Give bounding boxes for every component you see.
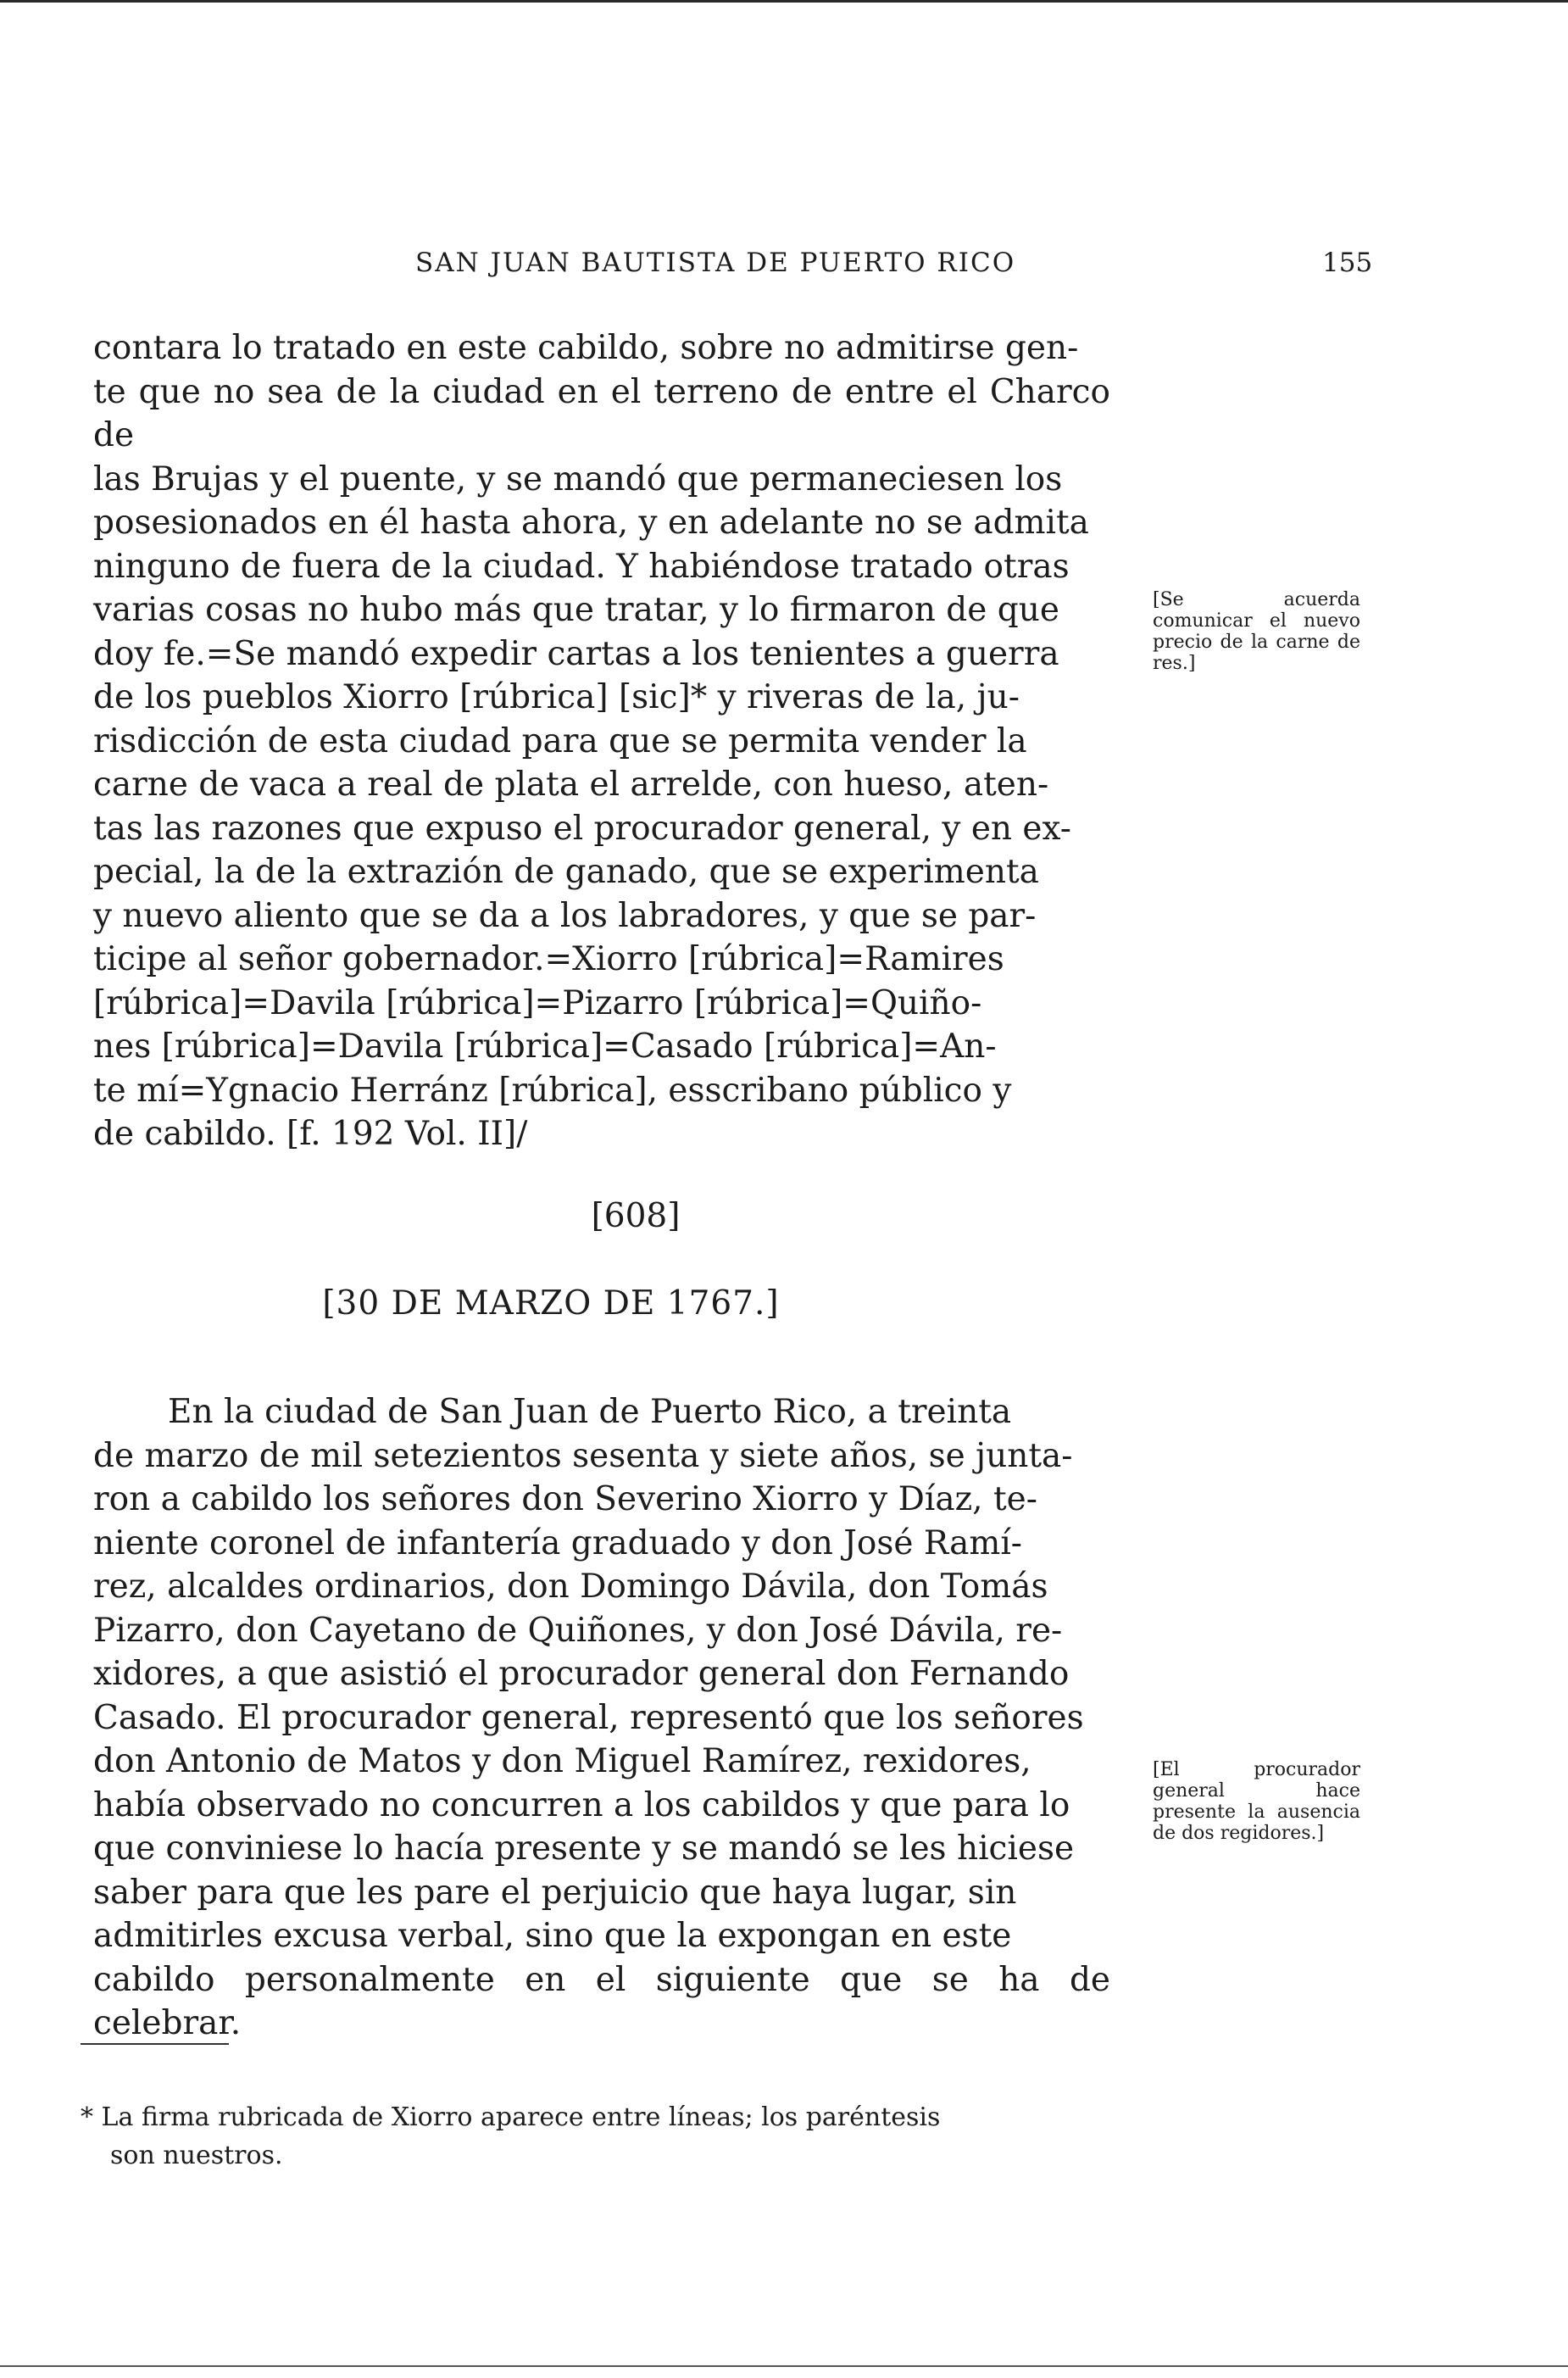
text-line: te mí=Ygnacio Herránz [rúbrica], esscribano público y xyxy=(93,1071,1012,1110)
text-line: [rúbrica]=Davila [rúbrica]=Pizarro [rúbrica]=Quiño- xyxy=(93,983,982,1022)
text-line: había observado no concurren a los cabildos y que para lo xyxy=(93,1785,1070,1824)
text-line: Pizarro, don Cayetano de Quiñones, y don José Dávila, re- xyxy=(93,1611,1063,1650)
text-line: cabildo personalmente en el siguiente que se ha de celebrar. xyxy=(93,1960,1110,2042)
text-line: ninguno de fuera de la ciudad. Y habiéndose tratado otras xyxy=(93,547,1070,586)
text-line: de marzo de mil setezientos sesenta y siete años, se junta- xyxy=(93,1436,1073,1475)
text-line: que conviniese lo hacía presente y se mandó se les hiciese xyxy=(93,1829,1075,1868)
text-line: admitirles excusa verbal, sino que la expongan en este xyxy=(93,1917,1012,1955)
text-line: nes [rúbrica]=Davila [rúbrica]=Casado [rúbrica]=An- xyxy=(93,1027,997,1066)
text-line: de los pueblos Xiorro [rúbrica] [sic]* y riveras de la, ju- xyxy=(93,678,1020,716)
text-line: las Brujas y el puente, y se mandó que permaneciesen los xyxy=(93,459,1063,498)
text-line: don Antonio de Matos y don Miguel Ramírez, rexidores, xyxy=(93,1742,1031,1780)
text-line: de cabildo. [f. 192 Vol. II]/ xyxy=(93,1115,528,1153)
text-line: doy fe.=Se mandó expedir cartas a los tenientes a guerra xyxy=(93,634,1059,673)
text-line: saber para que les pare el perjuicio que haya lugar, sin xyxy=(93,1873,1017,1912)
text-line: varias cosas no hubo más que tratar, y lo firmaron de que xyxy=(93,591,1059,629)
text-line: carne de vaca a real de plata el arrelde, con hueso, aten- xyxy=(93,766,1049,804)
document-date: [30 DE MARZO DE 1767.] xyxy=(322,1284,780,1323)
footnote xyxy=(81,2098,1098,2175)
text-line: ticipe al señor gobernador.=Xiorro [rúbrica]=Ramires xyxy=(93,940,1004,978)
text-line: xidores, a que asistió el procurador general don Fernando xyxy=(93,1655,1070,1693)
footnote-line xyxy=(81,2136,1098,2175)
margin-note-price: [Se acuerda comunicar el nuevo precio de la carne de res.] xyxy=(1153,589,1360,674)
text-line: te que no sea de la ciudad en el terreno de entre el Charco de xyxy=(93,372,1110,454)
footnote-line-text: son nuestros. xyxy=(110,2141,283,2170)
margin-note-absence: [El procurador general hace presente la ausencia de dos regidores.] xyxy=(1153,1759,1360,1844)
footnote-divider xyxy=(81,2043,229,2045)
text-line: En la ciudad de San Juan de Puerto Rico, a treinta xyxy=(168,1393,1012,1431)
page-number: 155 xyxy=(1322,248,1373,278)
text-line: Casado. El procurador general, representó que los señores xyxy=(93,1698,1084,1737)
footnote-line: * La firma rubricada de Xiorro aparece entre líneas; los paréntesis xyxy=(81,2102,941,2132)
running-title: SAN JUAN BAUTISTA DE PUERTO RICO xyxy=(415,248,1016,278)
text-line: rez, alcaldes ordinarios, don Domingo Dávila, don Tomás xyxy=(93,1568,1048,1606)
top-rule xyxy=(0,0,1568,3)
paragraph-minutes xyxy=(93,1390,1110,2046)
text-line: niente coronel de infantería graduado y don José Ramí- xyxy=(93,1523,1022,1562)
bottom-rule xyxy=(0,2365,1568,2367)
paragraph-continuation xyxy=(93,326,1110,1156)
text-line: tas las razones que expuso el procurador general, y en ex- xyxy=(93,809,1071,848)
text-line: posesionados en él hasta ahora, y en adelante no se admita xyxy=(93,504,1089,542)
text-line: risdicción de esta ciudad para que se permita vender la xyxy=(93,721,1027,760)
page-header xyxy=(0,248,1568,281)
document-number: [608] xyxy=(591,1197,681,1235)
text-line: contara lo tratado en este cabildo, sobre no admitirse gen- xyxy=(93,329,1079,367)
text-line: y nuevo aliento que se da a los labradores, y que se par- xyxy=(93,896,1037,935)
text-line: pecial, la de la extrazión de ganado, que se experimenta xyxy=(93,853,1039,891)
text-line: ron a cabildo los señores don Severino Xiorro y Díaz, te- xyxy=(93,1480,1037,1518)
